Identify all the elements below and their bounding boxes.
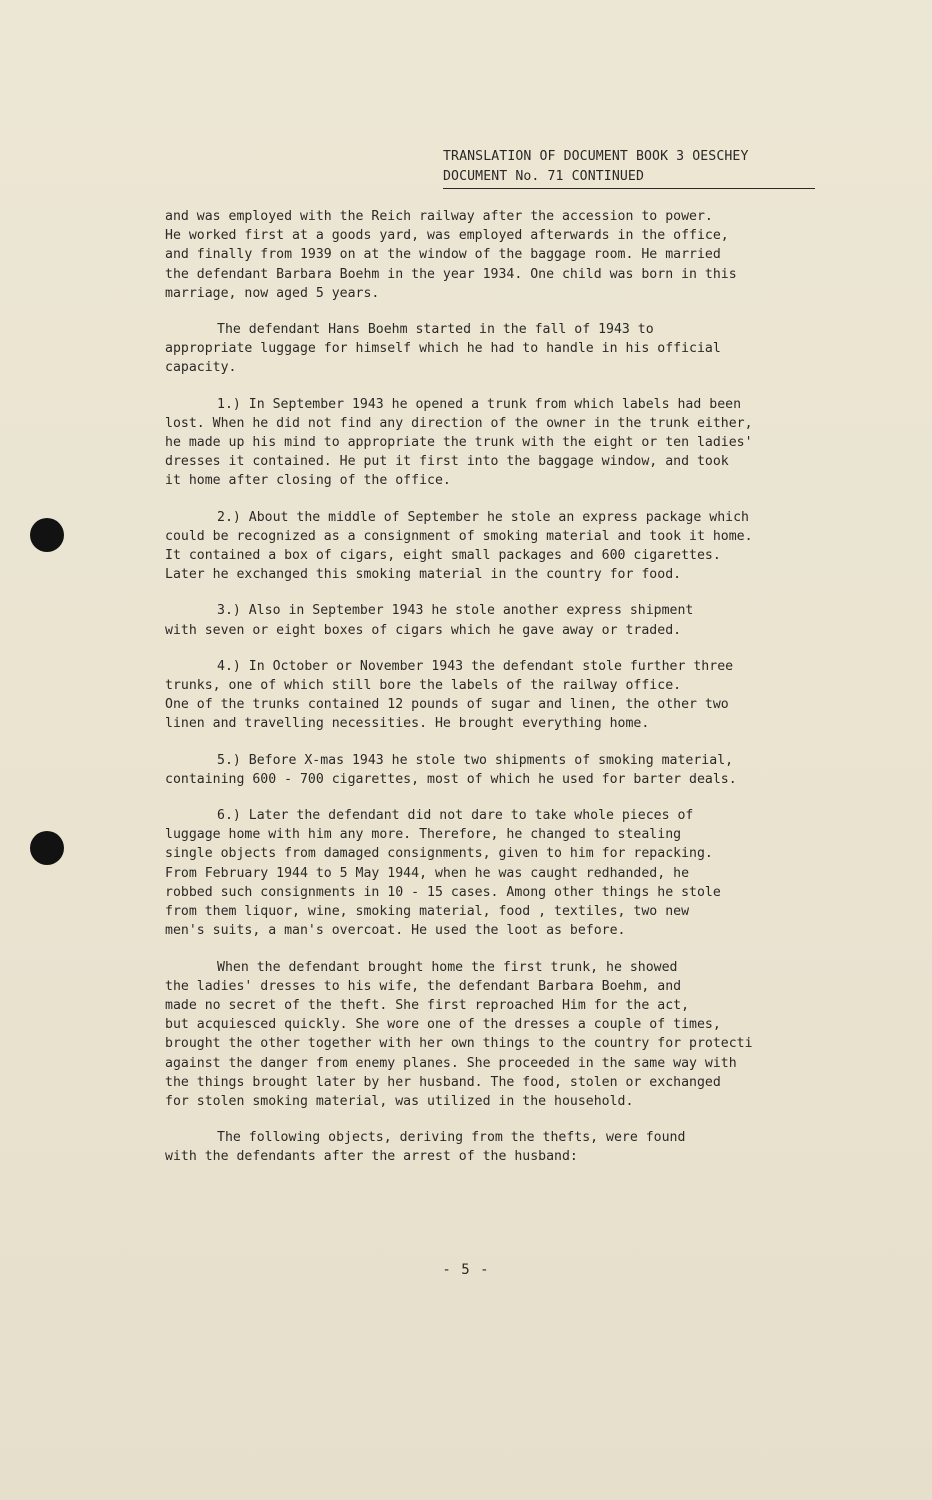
paragraph-continuation: and was employed with the Reich railway after the accession to power. He worked first at a goods yard, was employed afterwards in the office, and finally from 1939 on at the window of the baggage room. He married the defendant Barbara Boehm in the year 1934. One child was born in this marriage, now aged 5 years. <box>165 209 737 301</box>
paragraph-item-3: 3.) Also in September 1943 he stole another express shipment with seven or eight boxes of cigars which he gave away or traded. <box>165 603 694 638</box>
header-document-number: DOCUMENT No. 71 CONTINUED <box>443 167 815 189</box>
paragraph-objects-found: The following objects, deriving from the thefts, were found with the defendants after the arrest of the husband: <box>165 1130 686 1165</box>
paragraph-item-6: 6.) Later the defendant did not dare to take whole pieces of luggage home with him any more. Therefore, he changed to stealing single objects from damaged consignments, given to him for repacking. From February 1944 to 5 May 1944, when he was caught redhanded, he robbed such consignments in 10 - 15 cases. Among other things he stole from them liquor, wine, smoking material, food , textiles, two new men's suits, a man's overcoat. He used the loot as before. <box>165 808 721 939</box>
page-number: - 5 - <box>442 1262 490 1278</box>
document-header <box>443 147 815 189</box>
paragraph-item-1: 1.) In September 1943 he opened a trunk from which labels had been lost. When he did not find any direction of the owner in the trunk either, he made up his mind to appropriate the trunk with the eight or ten ladies' dresses it contained. He put it first into the baggage window, and took it home after closing of the office. <box>165 396 753 489</box>
punch-hole <box>30 831 64 865</box>
header-title: TRANSLATION OF DOCUMENT BOOK 3 OESCHEY <box>443 149 749 164</box>
paragraph-item-2: 2.) About the middle of September he stole an express package which could be recognized as a consignment of smoking material and took it home. It contained a box of cigars, eight small packages and 600 cigarettes. Later he exchanged this smoking material in the country for food. <box>165 509 753 583</box>
punch-hole <box>30 518 64 552</box>
paragraph-item-5: 5.) Before X-mas 1943 he stole two shipments of smoking material, containing 600 - 700 cigarettes, most of which he used for barter deals. <box>165 752 737 787</box>
paragraph-item-4: 4.) In October or November 1943 the defendant stole further three trunks, one of which still bore the labels of the railway office. One of the trunks contained 12 pounds of sugar and linen, the other two linen and travelling necessities. He brought everything home. <box>165 658 734 732</box>
paragraph-wife: When the defendant brought home the first trunk, he showed the ladies' dresses to his wife, the defendant Barbara Boehm, and made no secret of the theft. She first reproached Him for the act, but acquiesced quickly. She wore one of the dresses a couple of times, brought the other together with her own things to the country for protecti against the danger from enemy planes. She proceeded in the same way with the things brought later by her husband. The food, stolen or exchanged for stolen smoking material, was utilized in the household. <box>165 959 753 1109</box>
document-body <box>165 207 870 1184</box>
paragraph-intro: The defendant Hans Boehm started in the fall of 1943 to appropriate luggage for himself which he had to handle in his official capacity. <box>165 322 721 376</box>
